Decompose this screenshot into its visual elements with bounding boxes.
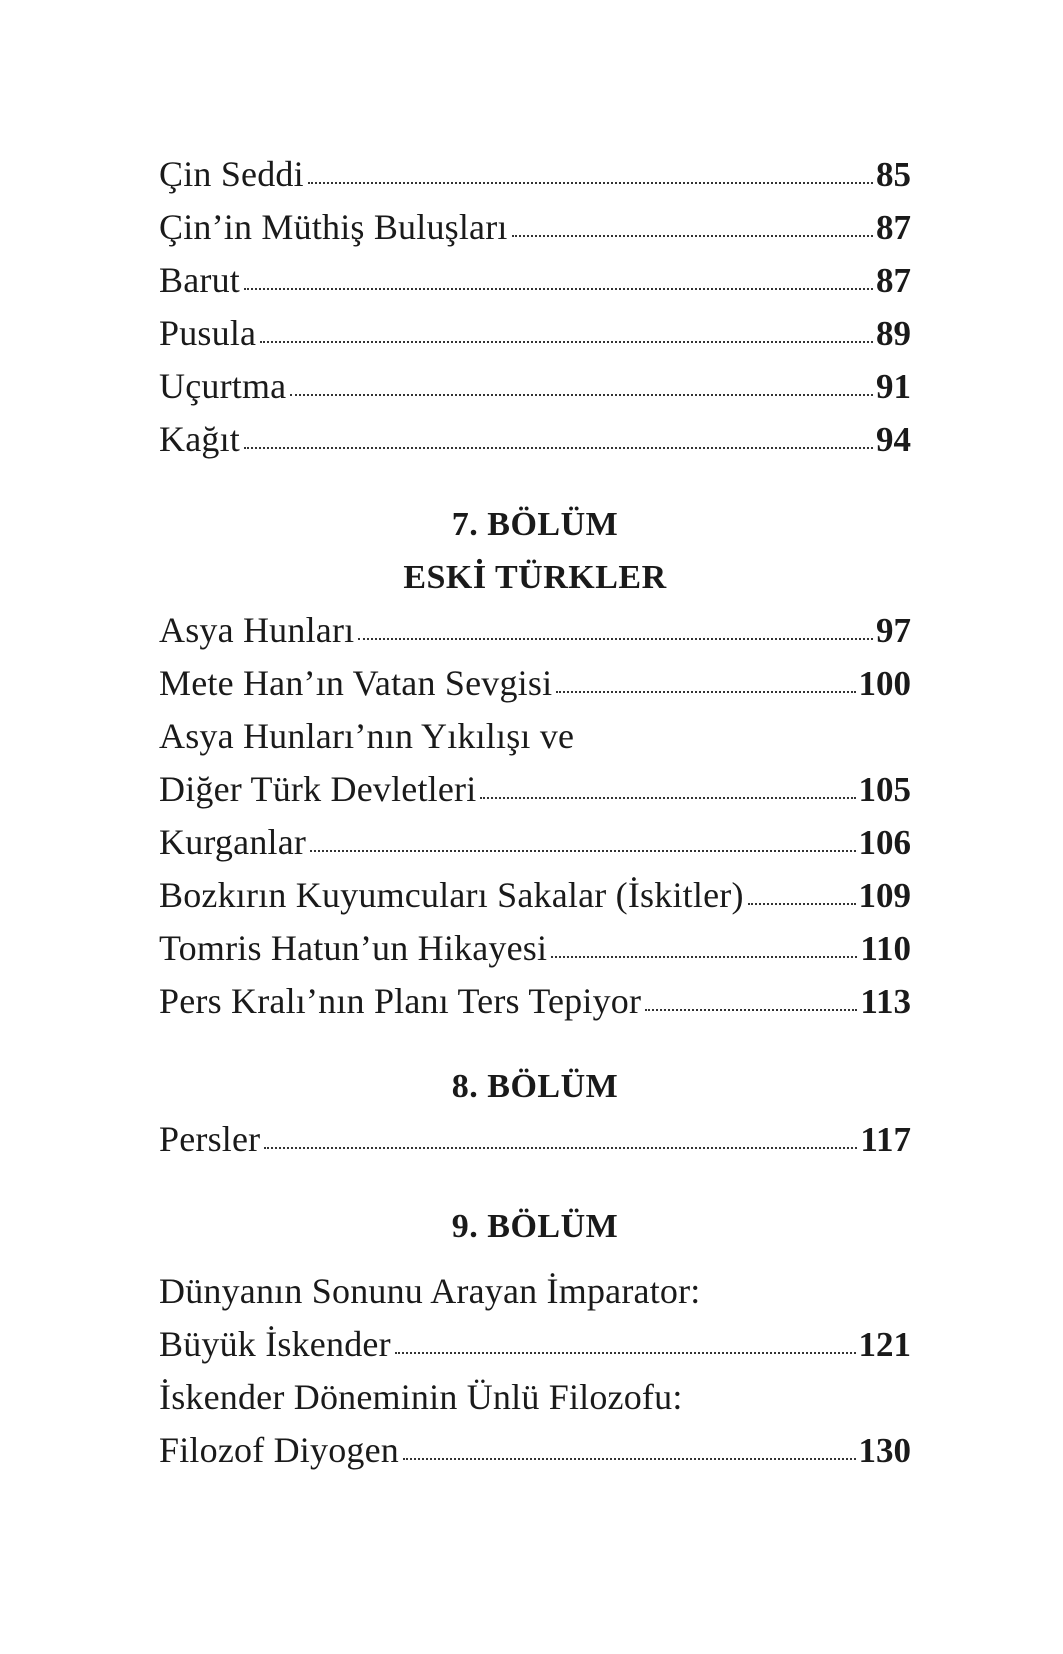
toc-entry-page: 121: [858, 1325, 911, 1364]
table-of-contents: [159, 148, 911, 1477]
toc-section-7: [159, 498, 911, 1028]
dot-leader: [403, 1458, 856, 1460]
dot-leader: [358, 638, 873, 640]
toc-entry-title: Kurganlar: [159, 822, 307, 862]
toc-entry[interactable]: [159, 922, 911, 975]
toc-entry-title: Tomris Hatun’un Hikayesi: [159, 928, 548, 968]
chapter-heading: 7. BÖLÜM: [451, 506, 619, 543]
dot-leader: [395, 1352, 856, 1354]
toc-entry-title: Kağıt: [159, 419, 240, 459]
dot-leader: [556, 691, 855, 693]
toc-entry-title: Dünyanın Sonunu Arayan İmparator:: [159, 1271, 701, 1311]
toc-entry-title: Mete Han’ın Vatan Sevgisi: [159, 663, 553, 703]
toc-entry-continued[interactable]: [159, 1371, 911, 1424]
toc-entry-page: 91: [876, 367, 911, 406]
toc-entry-page: 106: [858, 823, 911, 862]
toc-entry-page: 87: [876, 208, 911, 247]
toc-entry-continued[interactable]: [159, 710, 911, 763]
heading-spacer: [159, 1253, 911, 1265]
dot-leader: [260, 341, 873, 343]
toc-entry-page: 109: [858, 876, 911, 915]
toc-entry-page: 105: [858, 770, 911, 809]
toc-entry-page: 87: [876, 261, 911, 300]
toc-entry[interactable]: [159, 657, 911, 710]
toc-section-8: [159, 1060, 911, 1166]
toc-entry-title: Persler: [159, 1119, 261, 1159]
toc-entry[interactable]: [159, 869, 911, 922]
toc-entry-title: Çin’in Müthiş Buluşları: [159, 207, 508, 247]
toc-entry-title: Pers Kralı’nın Planı Ters Tepiyor: [159, 981, 642, 1021]
chapter-heading: 8. BÖLÜM: [451, 1068, 619, 1105]
chapter-subtitle: ESKİ TÜRKLER: [403, 559, 667, 596]
toc-entry[interactable]: [159, 816, 911, 869]
dot-leader: [264, 1147, 857, 1149]
toc-entry-page: 113: [860, 982, 911, 1021]
toc-entry-title: Asya Hunları’nın Yıkılışı ve: [159, 716, 575, 756]
toc-section-6: [159, 148, 911, 466]
toc-entry[interactable]: [159, 1113, 911, 1166]
toc-entry-page: 89: [876, 314, 911, 353]
dot-leader: [244, 288, 873, 290]
dot-leader: [645, 1009, 857, 1011]
toc-entry[interactable]: [159, 148, 911, 201]
toc-entry-title: Pusula: [159, 313, 257, 353]
toc-entry-page: 97: [876, 611, 911, 650]
section-spacer: [159, 1028, 911, 1060]
toc-entry-page: 130: [858, 1431, 911, 1470]
toc-entry-page: 94: [876, 420, 911, 459]
toc-section-9: [159, 1200, 911, 1477]
toc-entry-title: Uçurtma: [159, 366, 287, 406]
dot-leader: [244, 447, 873, 449]
toc-entry[interactable]: [159, 201, 911, 254]
toc-entry[interactable]: [159, 1424, 911, 1477]
toc-entry-title: Filozof Diyogen: [159, 1430, 399, 1470]
toc-entry[interactable]: [159, 604, 911, 657]
dot-leader: [748, 903, 856, 905]
toc-entry-title: Büyük İskender: [159, 1324, 391, 1364]
toc-entry-continued[interactable]: [159, 1265, 911, 1318]
toc-entry[interactable]: [159, 763, 911, 816]
dot-leader: [310, 850, 855, 852]
toc-entry-title: İskender Döneminin Ünlü Filozofu:: [159, 1377, 683, 1417]
toc-entry-title: Diğer Türk Devletleri: [159, 769, 477, 809]
section-spacer: [159, 466, 911, 498]
dot-leader: [290, 394, 873, 396]
toc-entry[interactable]: [159, 254, 911, 307]
section-spacer: [159, 1166, 911, 1200]
chapter-heading: 9. BÖLÜM: [451, 1208, 619, 1245]
toc-entry-title: Çin Seddi: [159, 154, 304, 194]
toc-entry-title: Asya Hunları: [159, 610, 355, 650]
dot-leader: [551, 956, 857, 958]
dot-leader: [308, 182, 873, 184]
dot-leader: [512, 235, 873, 237]
toc-entry[interactable]: [159, 307, 911, 360]
toc-entry-page: 117: [860, 1120, 911, 1159]
toc-entry-title: Bozkırın Kuyumcuları Sakalar (İskitler): [159, 875, 744, 915]
dot-leader: [480, 797, 855, 799]
toc-entry[interactable]: [159, 413, 911, 466]
toc-entry-page: 100: [858, 664, 911, 703]
toc-entry[interactable]: [159, 1318, 911, 1371]
toc-entry[interactable]: [159, 360, 911, 413]
toc-entry-page: 110: [860, 929, 911, 968]
toc-entry-title: Barut: [159, 260, 240, 300]
toc-entry-page: 85: [876, 155, 911, 194]
toc-entry[interactable]: [159, 975, 911, 1028]
